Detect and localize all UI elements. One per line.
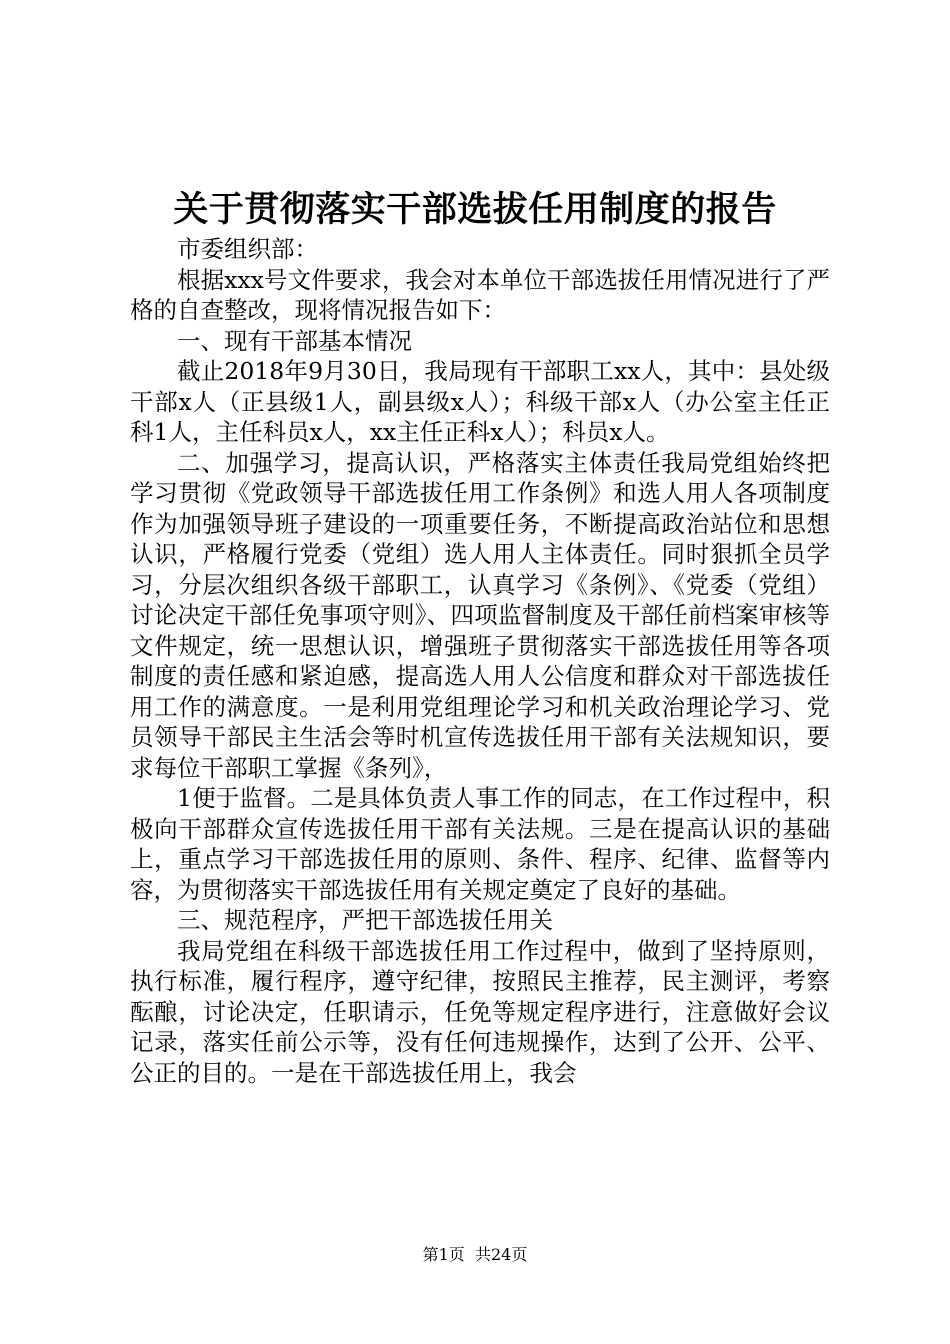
document-body (130, 234, 830, 1088)
section-heading-3: 三、规范程序，严把干部选拔任用关 (177, 906, 553, 934)
page-number: 第1页 (422, 1245, 465, 1264)
supervision-paragraph: 1便于监督。二是具体负责人事工作的同志，在工作过程中，积极向干部群众宣传选拔任用干部有关法规。三是在提高认识的基础上，重点学习干部选拔任用的原则、条件、程序、纪律、监督等内容，为贯彻落实干部选拔任用有关规定奠定了良好的基础。 (130, 784, 830, 904)
section-2-paragraph: 二、加强学习，提高认识，严格落实主体责任我局党组始终把学习贯彻《党政领导干部选拔任用工作条例》和选人用人各项制度作为加强领导班子建设的一项重要任务，不断提高政治站位和思想认识，严格履行党委（党组）选人用人主体责任。同时狠抓全员学习，分层次组织各级干部职工，认真学习《条例》、《党委（党组）讨论决定干部任免事项守则》、四项监督制度及干部任前档案审核等文件规定，统一思想认识，增强班子贯彻落实干部选拔任用等各项制度的责任感和紧迫感，提高选人用人公信度和群众对干部选拔任用工作的满意度。一是利用党组理论学习和机关政治理论学习、党员领导干部民主生活会等时机宣传选拔任用干部有关法规知识，要求每位干部职工掌握《条列》， (130, 448, 830, 782)
document-title: 关于贯彻落实干部选拔任用制度的报告 (173, 189, 777, 230)
page-total: 共24页 (474, 1245, 528, 1264)
section-heading-1: 一、现有干部基本情况 (177, 326, 412, 355)
page-footer (0, 1244, 950, 1266)
intro-paragraph: 根据xxx号文件要求，我会对本单位干部选拔任用情况进行了严格的自查整改，现将情况报告如下： (130, 265, 830, 324)
staff-overview-paragraph: 截止2018年9月30日，我局现有干部职工xx人，其中：县处级干部x人（正县级1人，副县级x人）；科级干部x人（办公室主任正科1人，主任科员x人，xx主任正科x人）；科员x人。 (130, 357, 830, 446)
procedure-paragraph: 我局党组在科级干部选拔任用工作过程中，做到了坚持原则，执行标准，履行程序，遵守纪律，按照民主推荐，民主测评，考察酝酿，讨论决定，任职请示，任免等规定程序进行，注意做好会议记录，落实任前公示等，没有任何违规操作，达到了公开、公平、公正的目的。一是在干部选拔任用上，我会 (130, 936, 830, 1087)
salutation: 市委组织部： (177, 235, 318, 263)
